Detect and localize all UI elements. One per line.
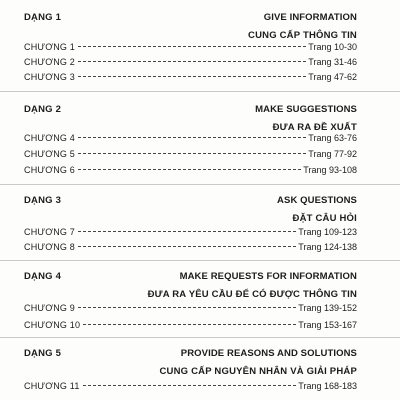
toc-entry-chapter-6[interactable] — [24, 165, 357, 177]
toc-entry-chapter-5[interactable] — [24, 149, 357, 161]
toc-entry-chapter-10[interactable] — [24, 320, 357, 332]
dot-leader — [83, 324, 296, 325]
dot-leader — [78, 246, 296, 247]
chapter-label: CHƯƠNG 5 — [24, 149, 76, 159]
dot-leader — [83, 385, 297, 386]
chapter-label: CHƯƠNG 1 — [24, 42, 76, 52]
chapter-label: CHƯƠNG 9 — [24, 303, 76, 313]
section-title-en: PROVIDE REASONS AND SOLUTIONS — [180, 348, 357, 359]
section-header — [0, 12, 400, 41]
toc-entry-chapter-8[interactable] — [24, 242, 357, 254]
chapter-label: CHƯƠNG 11 — [24, 381, 80, 391]
chapter-label: CHƯƠNG 10 — [24, 320, 81, 330]
toc-entry-chapter-2[interactable] — [24, 57, 357, 69]
chapter-label: CHƯƠNG 7 — [24, 227, 76, 237]
toc-section-2 — [0, 104, 400, 133]
page-range: Trang 93-108 — [303, 165, 357, 175]
dot-leader — [78, 307, 296, 308]
section-title-en: GIVE INFORMATION — [263, 12, 357, 23]
toc-entry-chapter-7[interactable] — [24, 227, 357, 239]
page-range: Trang 153-167 — [298, 320, 357, 330]
page-range: Trang 47-62 — [308, 72, 357, 82]
dot-leader — [78, 231, 296, 232]
section-type-label: DẠNG 3 — [24, 195, 62, 206]
section-title-vi: CUNG CẤP NGUYÊN NHÂN VÀ GIẢI PHÁP — [159, 366, 357, 377]
section-title-vi: ĐƯA RA ĐỀ XUẤT — [272, 122, 357, 133]
toc-section-3 — [0, 195, 400, 224]
dot-leader — [78, 153, 306, 154]
dot-leader — [78, 46, 306, 47]
chapter-label: CHƯƠNG 3 — [24, 72, 76, 82]
section-header — [0, 104, 400, 133]
toc-entry-chapter-1[interactable] — [24, 42, 357, 54]
section-title-vi: ĐẶT CÂU HỎI — [292, 213, 357, 224]
dot-leader — [78, 76, 306, 77]
section-header — [0, 348, 400, 377]
section-title-vi: ĐƯA RA YÊU CẦU ĐỂ CÓ ĐƯỢC THÔNG TIN — [147, 289, 357, 300]
page-range: Trang 139-152 — [298, 303, 357, 313]
toc-entry-chapter-9[interactable] — [24, 303, 357, 315]
toc-entry-chapter-4[interactable] — [24, 133, 357, 145]
section-title-en: ASK QUESTIONS — [277, 195, 357, 206]
toc-section-5 — [0, 348, 400, 377]
toc-section-4 — [0, 271, 400, 300]
page-range: Trang 124-138 — [298, 242, 357, 252]
page-range: Trang 109-123 — [298, 227, 357, 237]
section-type-label: DẠNG 1 — [24, 12, 62, 23]
dot-leader — [78, 137, 306, 138]
page-range: Trang 77-92 — [308, 149, 357, 159]
toc-entry-chapter-11[interactable] — [24, 381, 357, 393]
section-header — [0, 195, 400, 224]
section-title-en: MAKE REQUESTS FOR INFORMATION — [179, 271, 357, 282]
section-title-en: MAKE SUGGESTIONS — [255, 104, 357, 115]
section-header — [0, 271, 400, 300]
chapter-label: CHƯƠNG 4 — [24, 133, 76, 143]
chapter-label: CHƯƠNG 2 — [24, 57, 76, 67]
chapter-label: CHƯƠNG 8 — [24, 242, 76, 252]
toc-section-1 — [0, 12, 400, 41]
section-divider — [0, 337, 400, 338]
section-type-label: DẠNG 5 — [24, 348, 62, 359]
section-divider — [0, 91, 400, 92]
section-type-label: DẠNG 2 — [24, 104, 62, 115]
page-range: Trang 63-76 — [308, 133, 357, 143]
page-range: Trang 168-183 — [298, 381, 357, 391]
section-divider — [0, 184, 400, 185]
chapter-label: CHƯƠNG 6 — [24, 165, 76, 175]
section-divider — [0, 260, 400, 261]
toc-entry-chapter-3[interactable] — [24, 72, 357, 84]
page-range: Trang 31-46 — [308, 57, 357, 67]
dot-leader — [78, 169, 301, 170]
section-title-vi: CUNG CẤP THÔNG TIN — [248, 30, 357, 41]
page-range: Trang 10-30 — [308, 42, 357, 52]
section-type-label: DẠNG 4 — [24, 271, 62, 282]
dot-leader — [78, 61, 306, 62]
